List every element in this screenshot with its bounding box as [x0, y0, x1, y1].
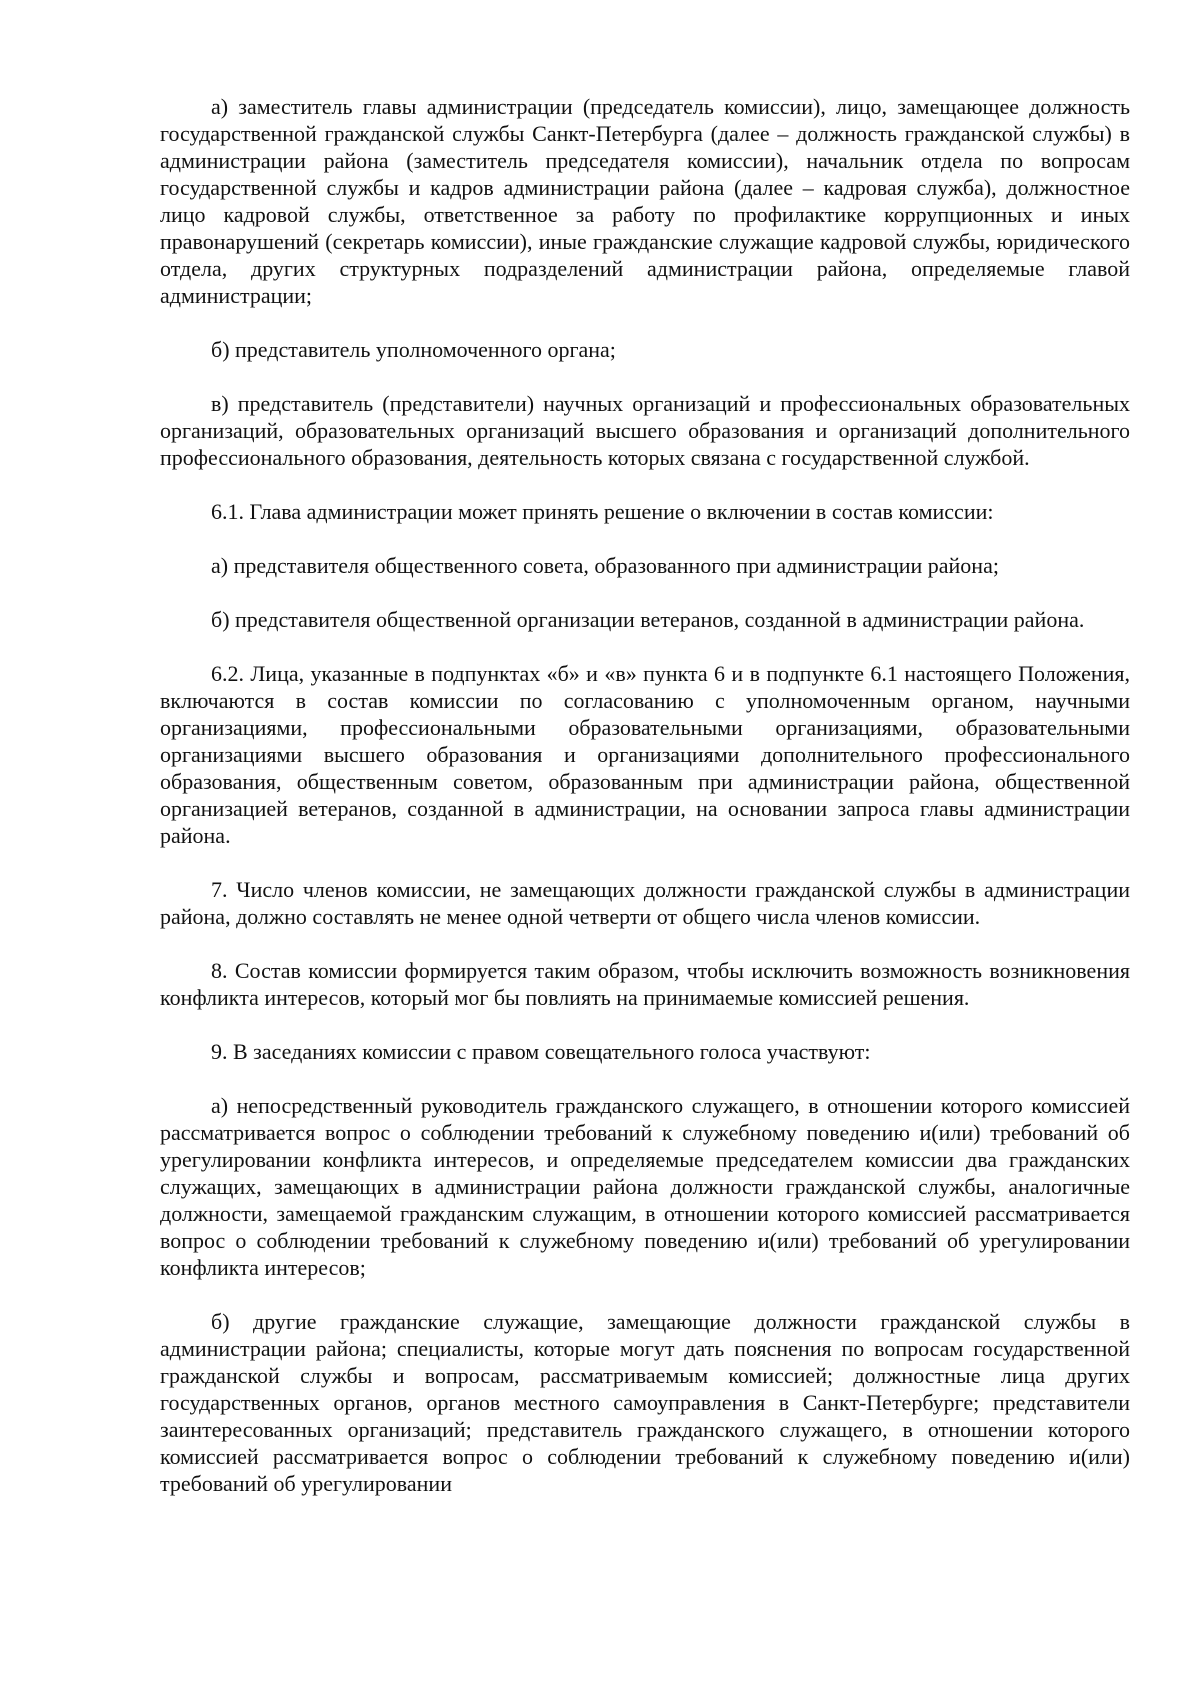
- paragraph-9a: а) непосредственный руководитель гражданского служащего, в отношении которого комиссией рассматривается вопрос о соблюдении требований к служебному поведению и(или) требований об урегулировании конфликта интересов, и определяемые председателем комиссии два гражданских служащих, замещающих в администрации района должности гражданской службы, аналогичные должности, замещаемой гражданским служащим, в отношении которого комиссией рассматривается вопрос о соблюдении требований к служебному поведению и(или) требований об урегулировании конфликта интересов;: [160, 1093, 1130, 1280]
- paragraph-8: 8. Состав комиссии формируется таким образом, чтобы исключить возможность возникновения конфликта интересов, который мог бы повлиять на принимаемые комиссией решения.: [160, 958, 1130, 1010]
- paragraph-6-1a: а) представителя общественного совета, образованного при администрации района;: [211, 553, 999, 578]
- paragraph-6-1: 6.1. Глава администрации может принять решение о включении в состав комиссии:: [211, 499, 994, 524]
- paragraph-6v: в) представитель (представители) научных организаций и профессиональных образовательных организаций, образовательных организаций высшего образования и организаций дополнительного профессионального образования, деятельность которых связана с государственной службой.: [160, 391, 1130, 470]
- paragraph-6a: а) заместитель главы администрации (председатель комиссии), лицо, замещающее должность государственной гражданской службы Санкт-Петербурга (далее – должность гражданской службы) в администрации района (заместитель председателя комиссии), начальник отдела по вопросам государственной службы и кадров администрации района (далее – кадровая служба), должностное лицо кадровой службы, ответственное за работу по профилактике коррупционных и иных правонарушений (секретарь комиссии), иные гражданские служащие кадровой службы, юридического отдела, других структурных подразделений администрации района, определяемые главой администрации;: [160, 94, 1130, 308]
- paragraph-6b: б) представитель уполномоченного органа;: [211, 337, 616, 362]
- paragraph-6-1b: б) представителя общественной организации ветеранов, созданной в администрации района.: [211, 607, 1085, 632]
- paragraph-6-2: 6.2. Лица, указанные в подпунктах «б» и «в» пункта 6 и в подпункте 6.1 настоящего Положения, включаются в состав комиссии по согласованию с уполномоченным органом, научными организациями, профессиональными образовательными организациями, образовательными организациями высшего образования и организациями дополнительного профессионального образования, общественным советом, образованным при администрации района, общественной организацией ветеранов, созданной в администрации, на основании запроса главы администрации района.: [160, 661, 1130, 848]
- paragraph-9b: б) другие гражданские служащие, замещающие должности гражданской службы в администрации района; специалисты, которые могут дать пояснения по вопросам государственной гражданской службы и вопросам, рассматриваемым комиссией; должностные лица других государственных органов, органов местного самоуправления в Санкт-Петербурге; представители заинтересованных организаций; представитель гражданского служащего, в отношении которого комиссией рассматривается вопрос о соблюдении требований к служебному поведению и(или) требований об урегулировании: [160, 1309, 1130, 1496]
- paragraph-7: 7. Число членов комиссии, не замещающих должности гражданской службы в администрации района, должно составлять не менее одной четверти от общего числа членов комиссии.: [160, 877, 1130, 929]
- paragraph-9: 9. В заседаниях комиссии с правом совещательного голоса участвуют:: [211, 1039, 871, 1064]
- document-page: [160, 93, 1130, 1497]
